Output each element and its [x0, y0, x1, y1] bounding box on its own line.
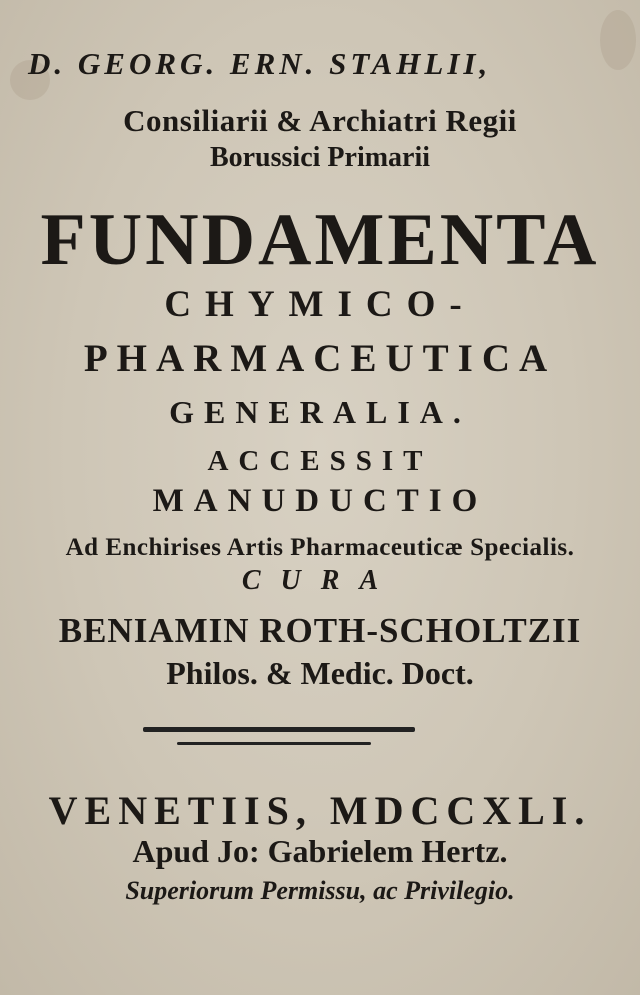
- ad-enchirises-line: Ad Enchirises Artis Pharmaceuticæ Specialis.: [65, 534, 575, 561]
- imprint-permission: Superiorum Permissu, ac Privilegio.: [125, 876, 515, 905]
- editor-title: Philos. & Medic. Doct.: [166, 655, 474, 691]
- imprint-publisher: Apud Jo: Gabrielem Hertz.: [132, 833, 508, 869]
- main-title: FUNDAMENTA: [40, 199, 600, 281]
- divider-rule: [177, 742, 371, 745]
- cura-line: CURA: [241, 565, 399, 596]
- subtitle-pharmaceutica: PHARMACEUTICA: [83, 337, 557, 380]
- subtitle-chymico: CHYMICO-: [164, 284, 476, 325]
- position-line: Consiliarii & Archiatri Regii: [123, 103, 517, 138]
- author-line: D. GEORG. ERN. STAHLII,: [28, 46, 492, 81]
- imprint-place-date: VENETIIS, MDCCXLI.: [48, 788, 592, 833]
- manuductio-line: MANUDUCTIO: [152, 483, 488, 519]
- divider-rule: [143, 727, 415, 732]
- accessit-line: ACCESSIT: [207, 445, 433, 477]
- subtitle-generalia: GENERALIA.: [169, 394, 471, 430]
- editor-name: BENIAMIN ROTH-SCHOLTZII: [58, 611, 582, 650]
- region-line: Borussici Primarii: [209, 142, 431, 173]
